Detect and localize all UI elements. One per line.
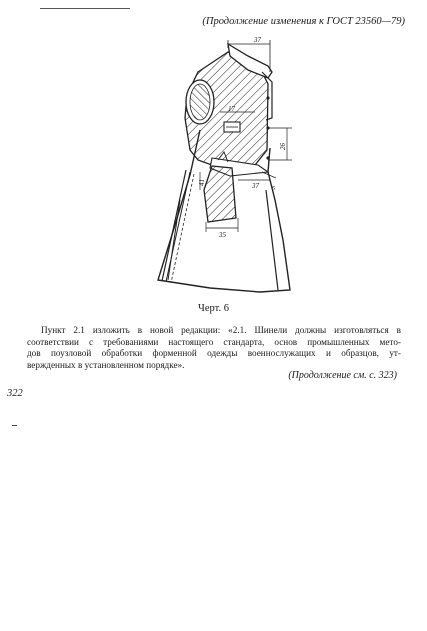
figure-caption: Черт. 6 (198, 303, 229, 314)
dim-belt: 37 (252, 182, 259, 190)
dim-left: 41 (198, 179, 206, 186)
body-paragraph (27, 325, 401, 371)
edge-mark (12, 425, 17, 426)
dim-top: 37 (254, 36, 261, 44)
armhole-inner (190, 84, 210, 120)
continuation-header: (Продолжение изменения к ГОСТ 23560—79) (202, 16, 405, 27)
body-line: Пункт 2.1 изложить в новой редакции: «2.1. Шинели должны изготовляться в (41, 325, 401, 335)
coat-drawing (0, 0, 427, 300)
continued-note: (Продолжение см. с. 323) (288, 370, 397, 381)
dim-bottom: 35 (219, 231, 226, 239)
body-line: дов поузловой обработки форменной одежды военнослужащих и образцов, ут- (27, 348, 401, 359)
dim-small: 5 (272, 186, 275, 192)
body-line: соответствии с требованиями настоящего стандарта, основ промышленных мето- (27, 336, 401, 347)
seam-left-2 (166, 172, 190, 282)
dim-pocket: 17 (228, 105, 235, 113)
body-line: вержденных в установленном порядке». (27, 359, 185, 370)
dim-side: 26 (279, 143, 287, 150)
page-number: 322 (7, 388, 23, 399)
seam-left-1 (162, 170, 186, 281)
lower-panel-hatched (204, 166, 236, 222)
